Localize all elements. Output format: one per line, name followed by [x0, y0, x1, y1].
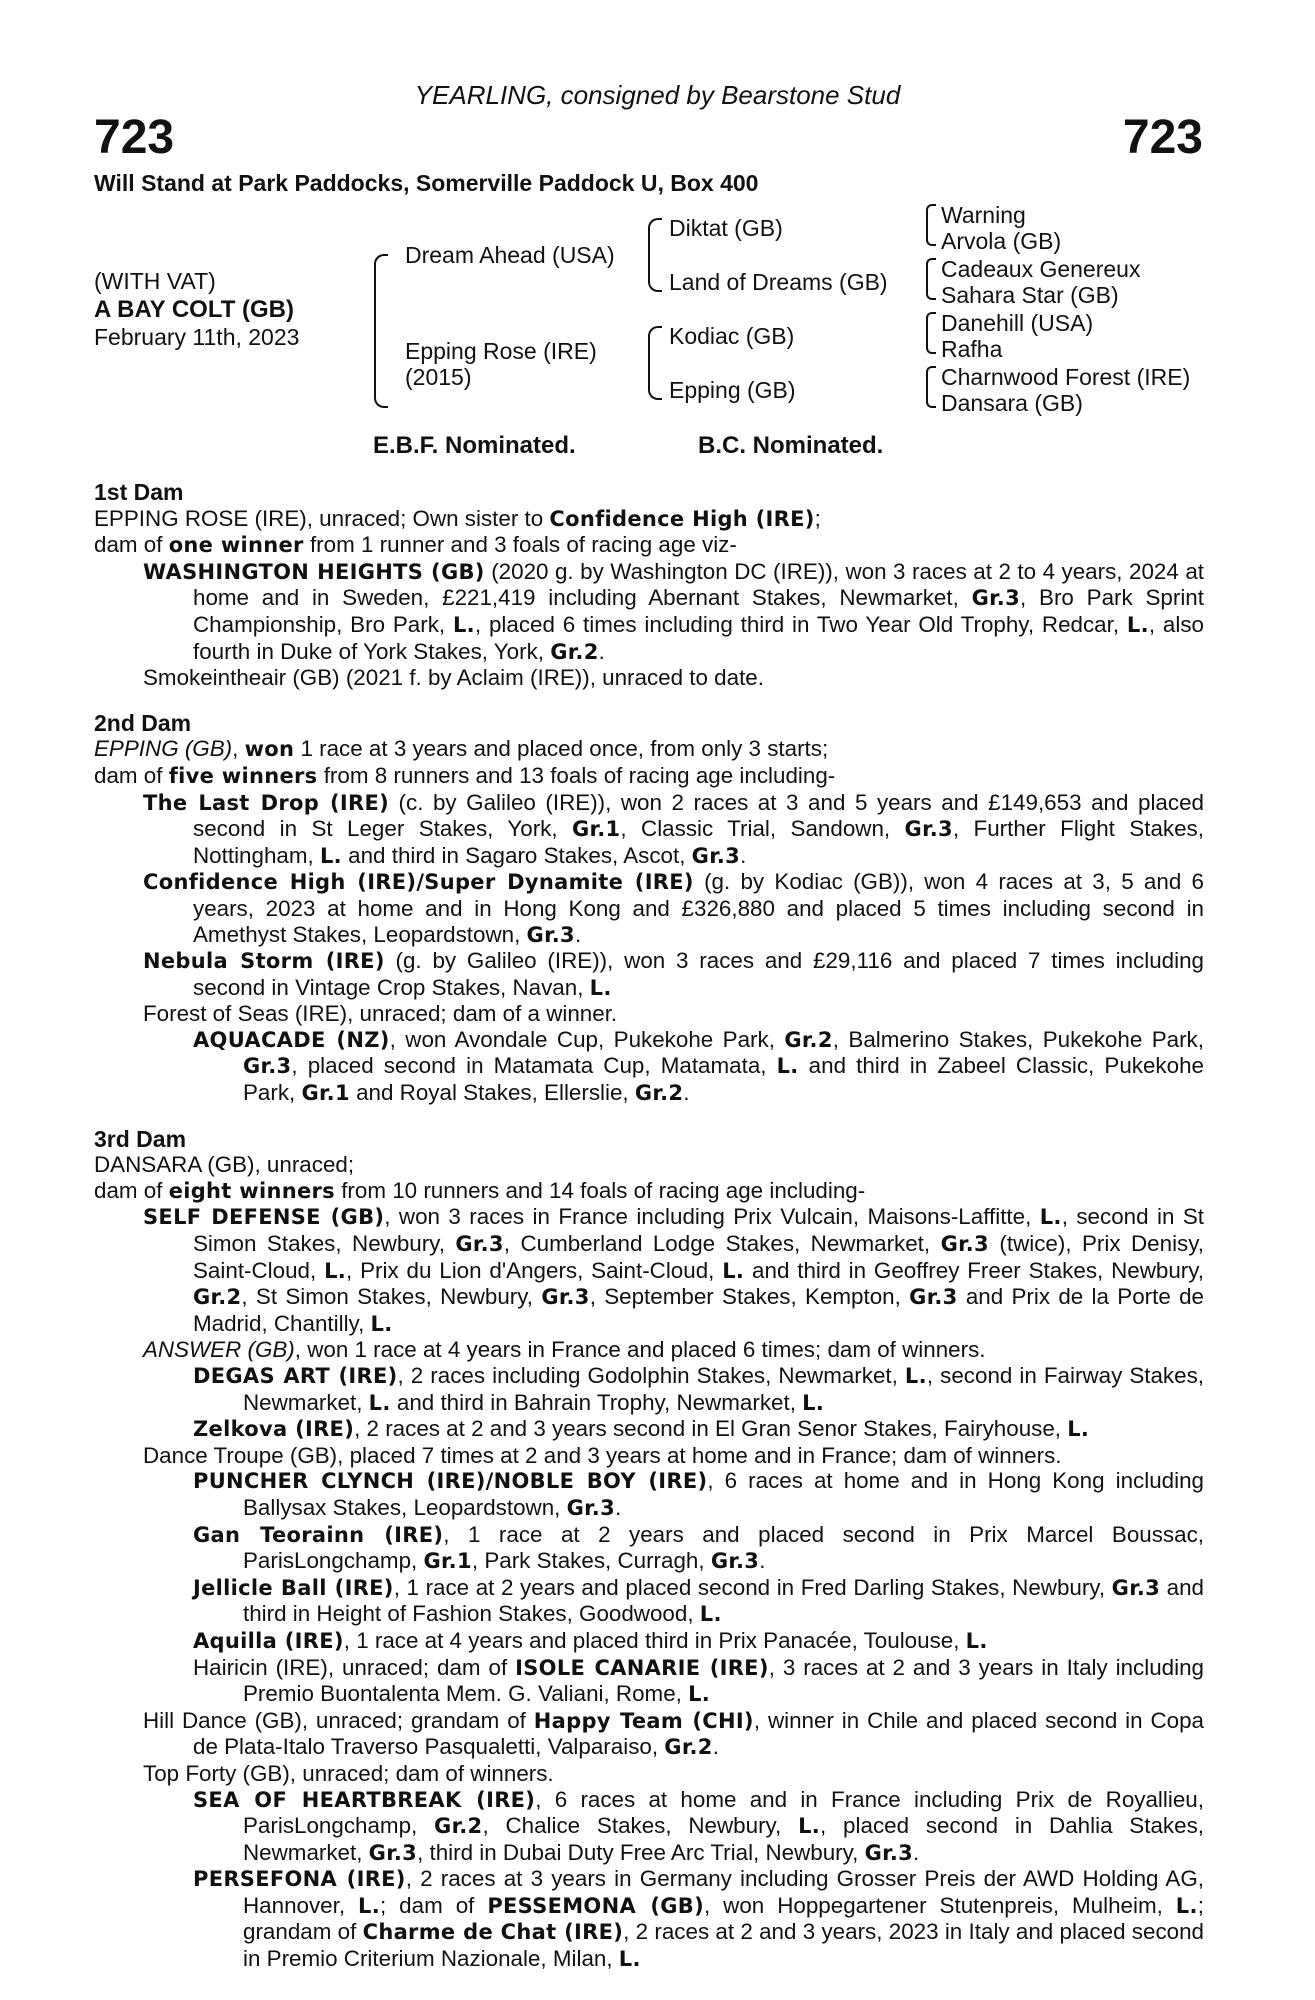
- entry-text: , won 1 race at 4 years in France and placed 6 times; dam of winners.: [294, 1337, 986, 1363]
- highlight-text: Zelkova (IRE): [193, 1417, 355, 1442]
- italic-text: ANSWER (GB): [143, 1337, 295, 1363]
- pedigree-entry: [94, 532, 1204, 559]
- pedigree-entry: [94, 1152, 1204, 1178]
- highlight-text: PUNCHER CLYNCH (IRE)/NOBLE BOY (IRE): [193, 1469, 708, 1494]
- highlight-text: AQUACADE (NZ): [193, 1027, 390, 1052]
- entry-text: , 6 races at home and in France including Prix de Royallieu, ParisLongchamp,: [243, 1786, 1204, 1839]
- highlight-text: Gr.3: [864, 1840, 914, 1865]
- stand-location: Will Stand at Park Paddocks, Somerville Paddock U, Box 400: [94, 170, 759, 196]
- entry-text: from 8 runners and 13 foals of racing age including-: [317, 762, 836, 788]
- highlight-text: Confidence High (IRE): [549, 506, 815, 531]
- g3-dansara: Dansara (GB): [941, 390, 1083, 416]
- entry-text: , Park Stakes, Curragh,: [471, 1548, 711, 1574]
- highlight-text: L.: [324, 1258, 347, 1283]
- entry-text: .: [683, 1080, 690, 1106]
- highlight-text: L.: [699, 1602, 722, 1627]
- section-heading: 1st Dam: [94, 479, 184, 505]
- entry-text: and Royal Stakes, Ellerslie,: [349, 1080, 635, 1106]
- entry-text: .: [614, 1494, 622, 1520]
- highlight-text: Gr.3: [904, 817, 953, 842]
- pedigree-entry: [94, 1416, 1204, 1443]
- highlight-text: L.: [1039, 1205, 1062, 1230]
- highlight-text: L.: [776, 1054, 799, 1079]
- brace-sire-parents: [648, 218, 662, 292]
- entry-text: from 1 runner and 3 foals of racing age viz-: [303, 532, 737, 558]
- brace-g3-2: [926, 258, 936, 300]
- sire-sire: Diktat (GB): [669, 215, 783, 241]
- section-heading: 3rd Dam: [94, 1125, 187, 1152]
- highlight-text: Gr.2: [784, 1027, 833, 1052]
- pedigree-entry: [94, 559, 1204, 665]
- entry-text: EPPING ROSE (IRE), unraced; Own sister to: [94, 505, 550, 531]
- highlight-text: PESSEMONA (GB): [487, 1893, 704, 1918]
- g3-rafha: Rafha: [941, 336, 1003, 362]
- highlight-text: L.: [802, 1390, 825, 1415]
- highlight-text: L.: [1126, 612, 1149, 637]
- dam: Epping Rose (IRE): [405, 338, 597, 364]
- foaling-date: February 11th, 2023: [94, 324, 300, 350]
- entry-text: from 10 runners and 14 foals of racing age including-: [334, 1177, 866, 1203]
- entry-text: , 1 race at 2 years and placed second in Fred Darling Stakes, Newbury,: [393, 1574, 1112, 1600]
- entry-text: (twice), Prix Denisy, Saint-Cloud,: [193, 1231, 1205, 1283]
- section-heading: 2nd Dam: [94, 709, 192, 736]
- entry-text: (2020 g. by Washington DC (IRE)), won 3 races at 2 to 4 years, 2024 at home and in Sweden, £221,419 including Abernant Stakes, Newmarket,: [193, 558, 1204, 611]
- highlight-text: The Last Drop (IRE): [143, 790, 389, 815]
- lot-number-left: 723: [94, 111, 175, 164]
- brace-dam-parents: [648, 326, 662, 400]
- highlight-text: one winner: [168, 533, 304, 558]
- highlight-text: Gr.1: [572, 817, 621, 842]
- entry-text: , 2 races at 2 and 3 years, 2023 in Italy and placed second in Premio Criterium Nazionale, Milan,: [243, 1919, 1204, 1972]
- entry-text: and third in Sagaro Stakes, Ascot,: [341, 842, 692, 868]
- entry-text: and third in Geoffrey Freer Stakes, Newbury,: [744, 1257, 1204, 1283]
- highlight-text: Gr.1: [301, 1081, 350, 1106]
- pedigree-entry: [94, 1001, 1204, 1027]
- entry-text: Forest of Seas (IRE), unraced; dam of a winner.: [143, 1001, 618, 1027]
- brace-g3-4: [926, 366, 936, 408]
- entry-text: , Prix du Lion d'Angers, Saint-Cloud,: [346, 1257, 723, 1283]
- entry-text: ; dam of: [380, 1892, 488, 1918]
- entry-text: , second in St Simon Stakes, Newbury,: [193, 1204, 1204, 1257]
- highlight-text: Gr.2: [634, 1081, 684, 1106]
- dam-year: (2015): [405, 364, 472, 390]
- entry-text: 1 race at 3 years and placed once, from only 3 starts;: [294, 736, 829, 762]
- pedigree-entry: [94, 790, 1204, 870]
- pedigree-entry: [94, 506, 1204, 533]
- brace-g3-3: [926, 312, 936, 354]
- entry-text: , Balmerino Stakes, Pukekohe Park,: [832, 1026, 1204, 1052]
- horse-name: A BAY COLT (GB): [94, 296, 295, 323]
- highlight-text: L.: [618, 1947, 641, 1972]
- highlight-text: Gr.3: [940, 1232, 989, 1257]
- g3-sahara: Sahara Star (GB): [941, 282, 1119, 308]
- pedigree-entry: [94, 1787, 1204, 1867]
- highlight-text: Nebula Storm (IRE): [143, 949, 385, 974]
- highlight-text: L.: [589, 975, 612, 1000]
- entry-text: Smokeintheair (GB) (2021 f. by Aclaim (IRE)), unraced to date.: [143, 665, 764, 691]
- entry-text: , 2 races including Godolphin Stakes, Newmarket,: [397, 1363, 905, 1388]
- brace-g3-1: [926, 204, 936, 246]
- entry-text: , 2 races at 3 years in Germany including Grosser Preis der AWD Holding AG, Hannover,: [243, 1866, 1204, 1918]
- entry-text: .: [598, 638, 605, 664]
- highlight-text: L.: [1175, 1893, 1198, 1918]
- highlight-text: ISOLE CANARIE (IRE): [515, 1655, 769, 1680]
- entry-text: , winner in Chile and placed second in Copa de Plata-Italo Traverso Pasqualetti, Valparaiso,: [193, 1707, 1205, 1760]
- pedigree-entry: [94, 948, 1204, 1001]
- brace-parents: [374, 254, 388, 408]
- entry-text: ; grandam of: [243, 1892, 1204, 1945]
- entry-text: , St Simon Stakes, Newbury,: [241, 1284, 542, 1310]
- entry-text: (g. by Kodiac (GB)), won 4 races at 3, 5 and 6 years, 2023 at home and in Hong Kong and £326,880 and placed 5 times including second in Amethyst Stakes, Leopardstown,: [193, 869, 1204, 947]
- highlight-text: Gr.2: [664, 1735, 713, 1760]
- entry-text: , 1 race at 4 years and placed third in Prix Panacée, Toulouse,: [343, 1627, 966, 1653]
- entry-text: , won Hoppegartener Stutenpreis, Mulheim,: [704, 1892, 1176, 1918]
- highlight-text: L.: [722, 1258, 745, 1283]
- highlight-text: Jellicle Ball (IRE): [193, 1575, 394, 1600]
- consignment-line: YEARLING, consigned by Bearstone Stud: [414, 80, 901, 110]
- highlight-text: five winners: [168, 763, 318, 788]
- entry-text: (c. by Galileo (IRE)), won 2 races at 3 and 5 years and £149,653 and placed second in St Leger Stakes, York,: [193, 789, 1204, 842]
- highlight-text: L.: [358, 1893, 380, 1918]
- entry-text: Hill Dance (GB), unraced; grandam of: [143, 1707, 534, 1733]
- pedigree-entry: [94, 869, 1204, 948]
- highlight-text: Gr.3: [455, 1232, 504, 1257]
- highlight-text: Charme de Chat (IRE): [362, 1920, 624, 1945]
- g3-cadeaux: Cadeaux Genereux: [941, 256, 1141, 282]
- highlight-text: Gr.1: [423, 1549, 472, 1574]
- pedigree-entry: [94, 1575, 1204, 1628]
- highlight-text: Gr.3: [243, 1054, 292, 1079]
- entry-text: , Classic Trial, Sandown,: [620, 816, 905, 842]
- highlight-text: Gr.3: [710, 1549, 760, 1574]
- entry-text: .: [712, 1734, 719, 1760]
- highlight-text: Gr.3: [971, 586, 1020, 611]
- pedigree-entry: [94, 1337, 1204, 1363]
- entry-text: and Prix de la Porte de Madrid, Chantilly,: [193, 1284, 1205, 1336]
- entry-text: , second in Fairway Stakes, Newmarket,: [243, 1363, 1204, 1415]
- g3-danehill: Danehill (USA): [941, 310, 1094, 336]
- highlight-text: Gr.3: [691, 843, 741, 868]
- entry-text: , 2 races at 2 and 3 years second in El Gran Senor Stakes, Fairyhouse,: [354, 1416, 1068, 1442]
- entry-text: dam of: [94, 762, 169, 788]
- entry-text: , won 3 races in France including Prix Vulcain, Maisons-Laffitte,: [384, 1204, 1040, 1230]
- highlight-text: Gr.3: [526, 922, 575, 947]
- vat-note: (WITH VAT): [94, 268, 216, 294]
- sire: Dream Ahead (USA): [405, 242, 615, 268]
- highlight-text: Confidence High (IRE)/Super Dynamite (IRE): [143, 870, 694, 895]
- highlight-text: L.: [452, 612, 475, 637]
- highlight-text: Gr.3: [1111, 1575, 1161, 1600]
- pedigree-entry: [94, 763, 1204, 790]
- highlight-text: Gr.2: [193, 1285, 242, 1310]
- dam-dam: Epping (GB): [669, 377, 796, 403]
- entry-text: ,: [232, 736, 245, 762]
- entry-text: (g. by Galileo (IRE)), won 3 races and £29,116 and placed 7 times including second in Vintage Crop Stakes, Navan,: [193, 948, 1204, 1000]
- entry-text: .: [574, 921, 582, 947]
- entry-text: , Bro Park Sprint Championship, Bro Park,: [193, 585, 1204, 637]
- pedigree-entry: [94, 1522, 1204, 1575]
- highlight-text: L.: [798, 1814, 821, 1839]
- highlight-text: Gr.2: [434, 1814, 483, 1839]
- pedigree-entry: [94, 1027, 1204, 1107]
- highlight-text: Gr.3: [368, 1840, 418, 1865]
- entry-text: , Chalice Stakes, Newbury,: [482, 1813, 799, 1839]
- highlight-text: Aquilla (IRE): [193, 1628, 344, 1653]
- highlight-text: L.: [904, 1364, 927, 1388]
- entry-text: dam of: [94, 1177, 169, 1203]
- entry-text: and third in Height of Fashion Stakes, Goodwood,: [243, 1574, 1204, 1627]
- entry-text: , also fourth in Duke of York Stakes, York,: [193, 611, 1204, 664]
- highlight-text: WASHINGTON HEIGHTS (GB): [143, 559, 485, 584]
- entry-text: .: [740, 842, 747, 868]
- highlight-text: L.: [370, 1311, 393, 1336]
- entry-text: , placed second in Dahlia Stakes, Newmarket,: [243, 1813, 1204, 1865]
- entry-text: , 1 race at 2 years and placed second in Prix Marcel Boussac, ParisLongchamp,: [243, 1521, 1204, 1574]
- entry-text: , Cumberland Lodge Stakes, Newmarket,: [503, 1231, 941, 1257]
- entry-text: , 6 races at home and in Hong Kong including Ballysax Stakes, Leopardstown,: [243, 1468, 1204, 1520]
- highlight-text: Gan Teorainn (IRE): [193, 1522, 444, 1547]
- highlight-text: SEA OF HEARTBREAK (IRE): [193, 1787, 536, 1812]
- highlight-text: Gr.3: [541, 1285, 590, 1310]
- pedigree-entry: [94, 736, 1204, 763]
- highlight-text: won: [244, 737, 295, 762]
- pedigree-entry: [94, 1761, 1204, 1787]
- entry-text: Hairicin (IRE), unraced; dam of: [193, 1654, 516, 1680]
- highlight-text: L.: [319, 843, 342, 868]
- entry-text: , third in Dubai Duty Free Arc Trial, Newbury,: [417, 1839, 865, 1865]
- entry-text: , 3 races at 2 and 3 years in Italy including Premio Buontalenta Mem. G. Valiani, Rome,: [243, 1654, 1204, 1707]
- entry-text: Top Forty (GB), unraced; dam of winners.: [143, 1760, 554, 1786]
- entry-text: .: [759, 1548, 766, 1574]
- highlight-text: Gr.3: [909, 1285, 958, 1310]
- entry-text: .: [913, 1839, 920, 1865]
- highlight-text: Gr.2: [550, 639, 599, 664]
- pedigree-entry: [94, 1655, 1204, 1708]
- lot-number-right: 723: [1122, 111, 1203, 164]
- pedigree-entry: [94, 1178, 1204, 1205]
- entry-text: and third in Bahrain Trophy, Newmarket,: [390, 1389, 803, 1415]
- highlight-text: L.: [368, 1390, 391, 1415]
- pedigree-entry: [94, 1628, 1204, 1655]
- entry-text: , September Stakes, Kempton,: [589, 1284, 910, 1310]
- pedigree-entry: [94, 1708, 1204, 1761]
- highlight-text: Gr.3: [566, 1495, 615, 1520]
- entry-text: DANSARA (GB), unraced;: [94, 1152, 355, 1178]
- highlight-text: L.: [965, 1628, 988, 1653]
- bc-nomination: B.C. Nominated.: [698, 432, 884, 459]
- g3-arvola: Arvola (GB): [941, 228, 1062, 254]
- entry-text: Dance Troupe (GB), placed 7 times at 2 and 3 years at home and in France; dam of winners.: [143, 1442, 1062, 1468]
- entry-text: dam of: [94, 532, 169, 558]
- highlight-text: Happy Team (CHI): [533, 1708, 754, 1733]
- pedigree-entry: [94, 1468, 1204, 1521]
- highlight-text: DEGAS ART (IRE): [193, 1364, 398, 1388]
- entry-text: and third in Zabeel Classic, Pukekohe Park,: [243, 1053, 1204, 1106]
- catalogue-body: [94, 480, 1204, 1973]
- highlight-text: eight winners: [168, 1178, 335, 1203]
- entry-text: , placed 6 times including third in Two Year Old Trophy, Redcar,: [474, 611, 1127, 637]
- italic-text: EPPING (GB): [94, 736, 233, 762]
- entry-text: , won Avondale Cup, Pukekohe Park,: [389, 1026, 785, 1052]
- entry-text: , placed second in Matamata Cup, Matamata,: [291, 1053, 777, 1079]
- highlight-text: L.: [1067, 1417, 1090, 1442]
- pedigree-entry: [94, 665, 1204, 691]
- pedigree-entry: [94, 1866, 1204, 1972]
- pedigree-entry: [94, 1443, 1204, 1469]
- highlight-text: SELF DEFENSE (GB): [143, 1205, 385, 1230]
- g3-charnwood: Charnwood Forest (IRE): [941, 364, 1191, 390]
- highlight-text: L.: [688, 1682, 711, 1707]
- entry-text: ;: [814, 505, 821, 531]
- ebf-nomination: E.B.F. Nominated.: [373, 432, 576, 459]
- highlight-text: PERSEFONA (IRE): [193, 1867, 406, 1892]
- dam-sire: Kodiac (GB): [669, 323, 795, 349]
- pedigree-entry: [94, 1204, 1204, 1337]
- pedigree-entry: [94, 1363, 1204, 1416]
- entry-text: , Further Flight Stakes, Nottingham,: [193, 816, 1204, 868]
- sire-dam: Land of Dreams (GB): [669, 269, 888, 295]
- g3-warning: Warning: [941, 202, 1026, 228]
